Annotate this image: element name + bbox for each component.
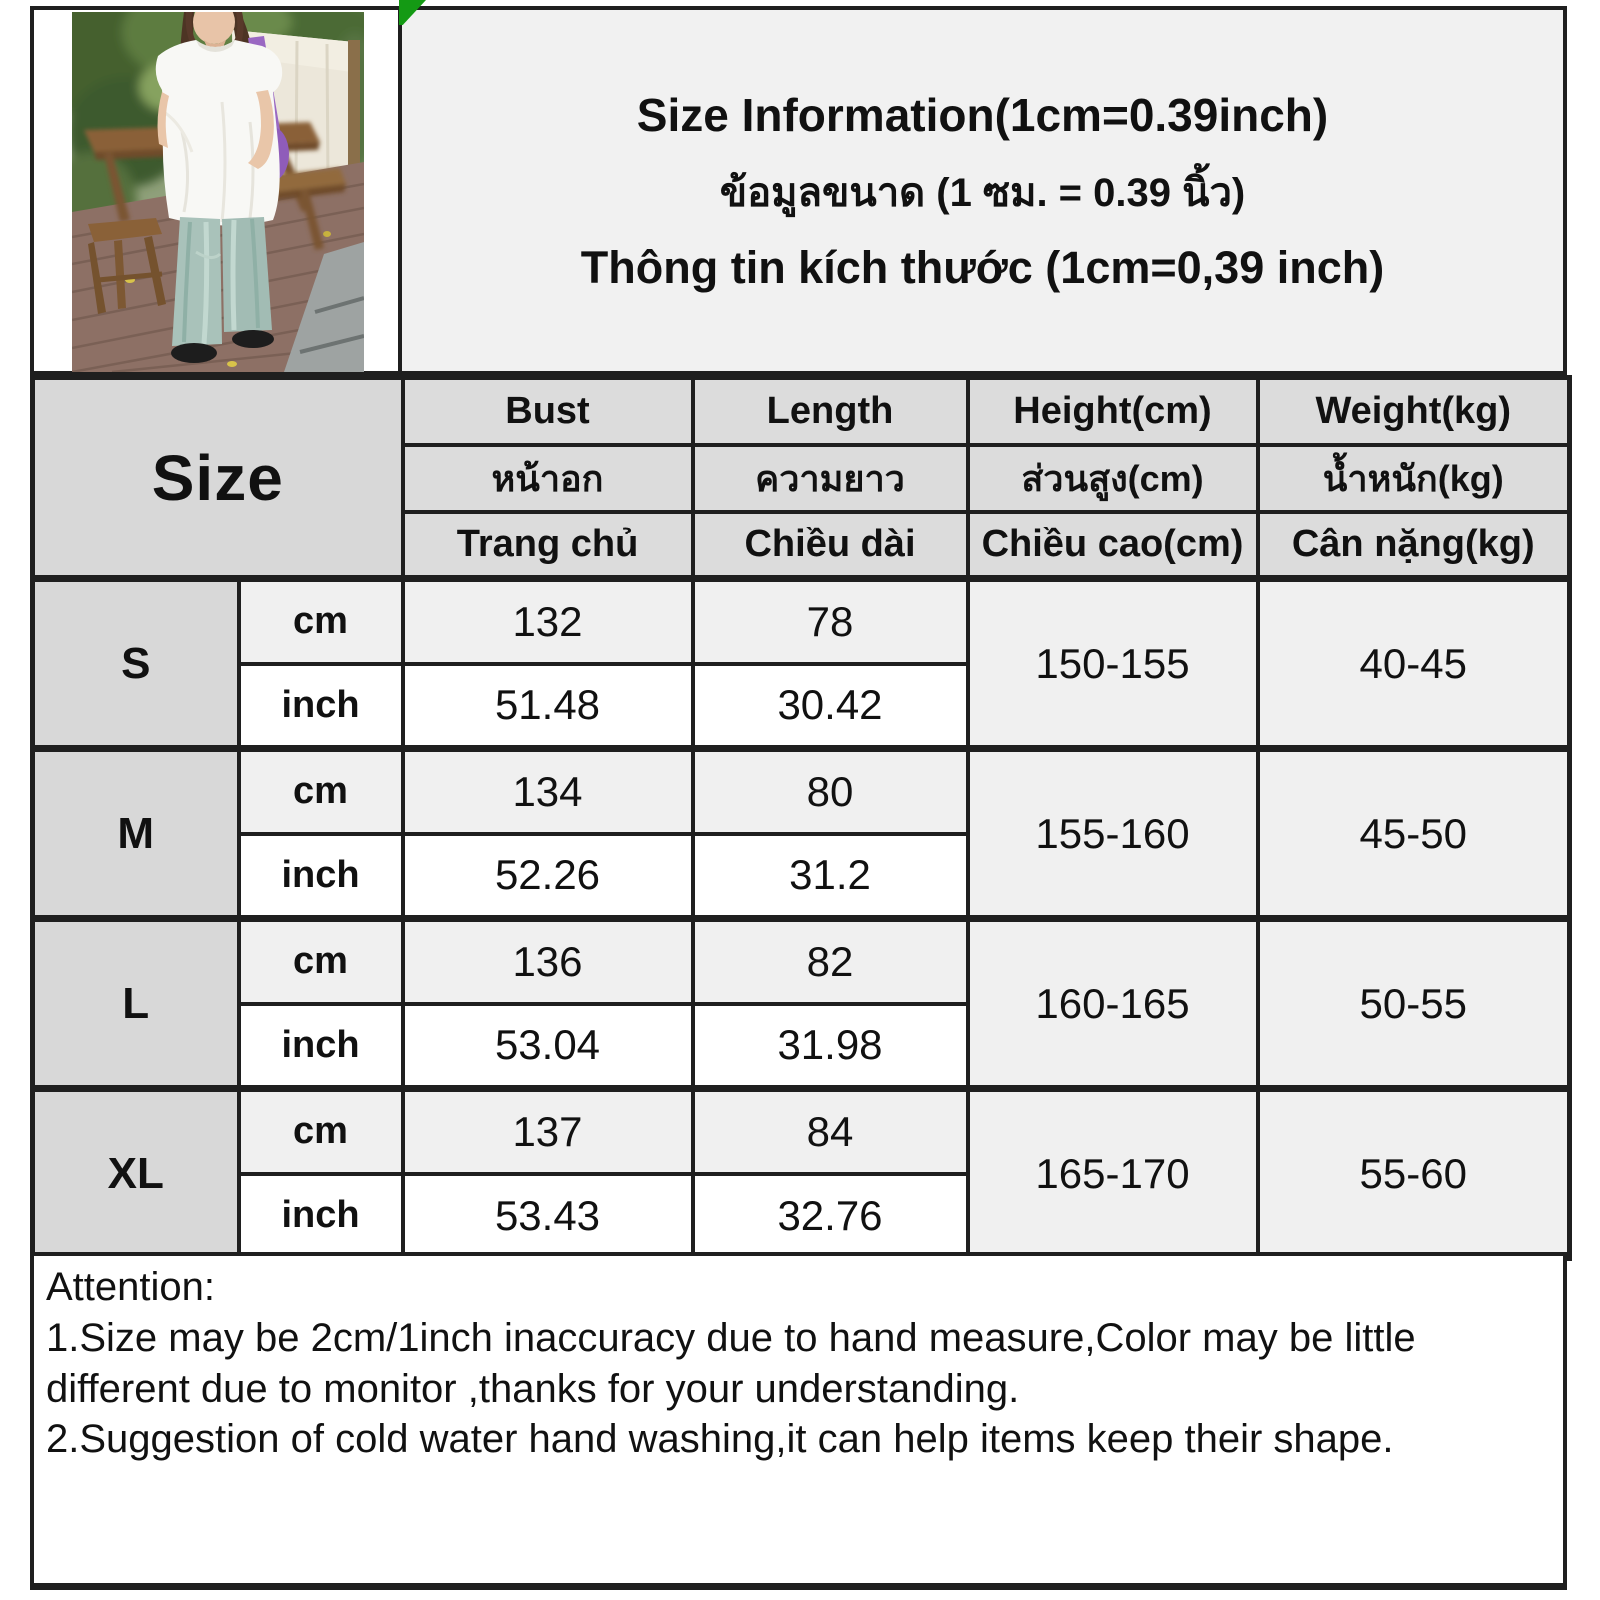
length-header-vi: Chiều dài (693, 512, 968, 579)
attention-box (30, 1252, 1567, 1590)
model-photo-cell (30, 6, 402, 375)
bust-header-vi: Trang chủ (403, 512, 693, 579)
bust-header-th: หน้าอก (403, 445, 693, 512)
s-length-inch: 30.42 (693, 664, 968, 749)
unit-cm: cm (239, 579, 403, 664)
height-header-th: ส่วนสูง(cm) (968, 445, 1258, 512)
size-table (30, 375, 1572, 1261)
xl-bust-inch: 53.43 (403, 1174, 693, 1259)
size-label-xl: XL (33, 1089, 239, 1259)
length-header-en: Length (693, 378, 968, 445)
unit-inch: inch (239, 1004, 403, 1089)
title-block (398, 6, 1567, 375)
xl-bust-cm: 137 (403, 1089, 693, 1174)
s-length-cm: 78 (693, 579, 968, 664)
bust-header-en: Bust (403, 378, 693, 445)
m-height-range: 155-160 (968, 749, 1258, 919)
size-label-l: L (33, 919, 239, 1089)
unit-inch: inch (239, 1174, 403, 1259)
unit-cm: cm (239, 919, 403, 1004)
height-header-vi: Chiều cao(cm) (968, 512, 1258, 579)
weight-header-vi: Cân nặng(kg) (1258, 512, 1570, 579)
s-weight-range: 40-45 (1258, 579, 1570, 749)
s-bust-cm: 132 (403, 579, 693, 664)
size-column-header: Size (33, 378, 403, 579)
xl-length-cm: 84 (693, 1089, 968, 1174)
xl-length-inch: 32.76 (693, 1174, 968, 1259)
title-vietnamese: Thông tin kích thước (1cm=0,39 inch) (580, 241, 1385, 293)
m-bust-cm: 134 (403, 749, 693, 834)
size-label-s: S (33, 579, 239, 749)
model-photo (72, 12, 364, 372)
weight-header-th: น้ำหนัก(kg) (1258, 445, 1570, 512)
m-weight-range: 45-50 (1258, 749, 1570, 919)
s-height-range: 150-155 (968, 579, 1258, 749)
length-header-th: ความยาว (693, 445, 968, 512)
title-thai: ข้อมูลขนาด (1 ซม. = 0.39 นิ้ว) (719, 170, 1246, 215)
title-english: Size Information(1cm=0.39inch) (636, 88, 1329, 141)
unit-cm: cm (239, 1089, 403, 1174)
attention-note-1: 1.Size may be 2cm/1inch inaccuracy due to hand measure,Color may be little different due to monitor ,thanks for your understanding. (46, 1315, 1416, 1411)
l-length-cm: 82 (693, 919, 968, 1004)
m-length-inch: 31.2 (693, 834, 968, 919)
unit-inch: inch (239, 834, 403, 919)
l-height-range: 160-165 (968, 919, 1258, 1089)
l-weight-range: 50-55 (1258, 919, 1570, 1089)
s-bust-inch: 51.48 (403, 664, 693, 749)
unit-cm: cm (239, 749, 403, 834)
m-bust-inch: 52.26 (403, 834, 693, 919)
height-header-en: Height(cm) (968, 378, 1258, 445)
m-length-cm: 80 (693, 749, 968, 834)
unit-inch: inch (239, 664, 403, 749)
attention-note-2: 2.Suggestion of cold water hand washing,it can help items keep their shape. (46, 1417, 1394, 1462)
weight-header-en: Weight(kg) (1258, 378, 1570, 445)
xl-weight-range: 55-60 (1258, 1089, 1570, 1259)
size-label-m: M (33, 749, 239, 919)
attention-heading: Attention: (46, 1265, 216, 1309)
l-bust-inch: 53.04 (403, 1004, 693, 1089)
l-length-inch: 31.98 (693, 1004, 968, 1089)
l-bust-cm: 136 (403, 919, 693, 1004)
xl-height-range: 165-170 (968, 1089, 1258, 1259)
